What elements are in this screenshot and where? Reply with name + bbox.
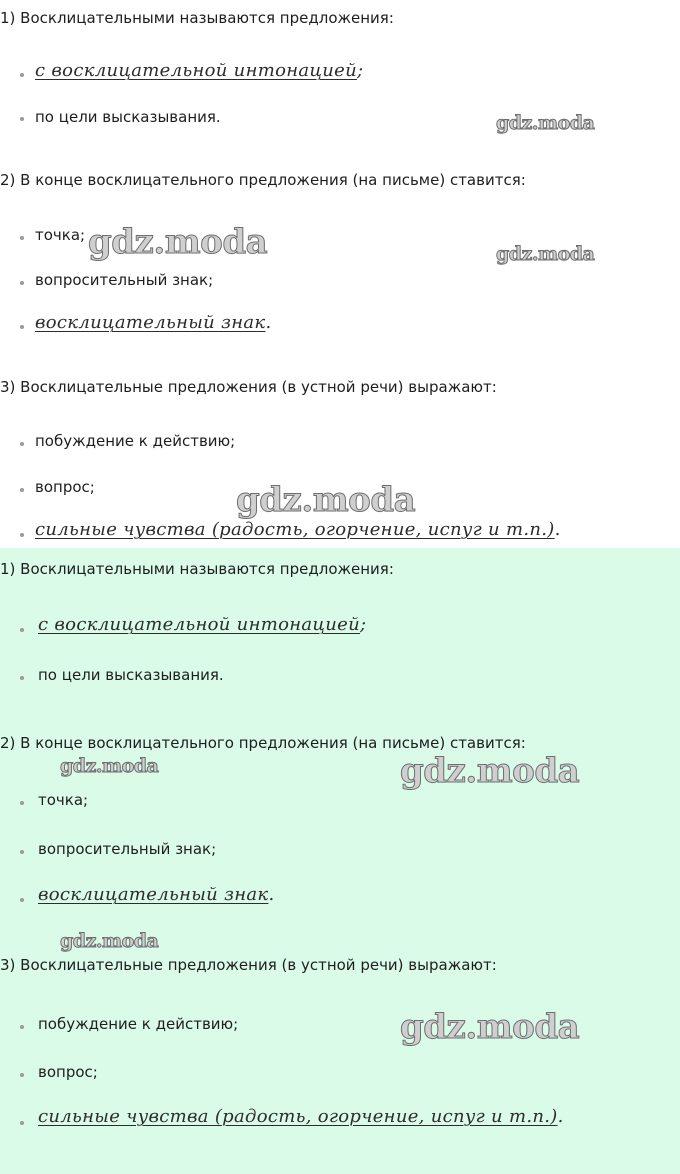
handwritten-answer: сильные чувства (радость, огорчение, испуг и т.п.). xyxy=(38,1106,564,1127)
bullet xyxy=(20,628,24,632)
watermark-logo: gdz.moda xyxy=(236,480,416,520)
question-2-text: 2) В конце восклицательного предложения (на письме) ставится: xyxy=(0,171,526,189)
question-1-text: 1) Восклицательными называются предложения: xyxy=(0,9,394,27)
watermark-logo: gdz.moda xyxy=(60,755,159,777)
bullet xyxy=(20,850,24,854)
option-text: по цели высказывания. xyxy=(35,108,221,126)
bullet xyxy=(20,676,24,680)
watermark-logo: gdz.moda xyxy=(496,112,595,134)
handwritten-answer: восклицательный знак. xyxy=(38,884,275,905)
handwritten-answer: сильные чувства (радость, огорчение, испуг и т.п.). xyxy=(35,519,561,540)
option-text: вопрос; xyxy=(35,478,95,496)
bullet xyxy=(20,117,24,121)
bullet xyxy=(20,1121,24,1125)
bullet xyxy=(20,898,24,902)
handwritten-answer: с восклицательной интонацией; xyxy=(35,60,364,81)
watermark-logo: gdz.moda xyxy=(400,1007,580,1047)
answer-panel-highlighted xyxy=(0,548,680,1174)
question-3-text: 3) Восклицательные предложения (в устной речи) выражают: xyxy=(0,378,497,396)
option-text: побуждение к действию; xyxy=(35,432,236,450)
handwritten-answer: восклицательный знак. xyxy=(35,312,272,333)
question-3-text: 3) Восклицательные предложения (в устной речи) выражают: xyxy=(0,956,497,974)
question-1-text: 1) Восклицательными называются предложения: xyxy=(0,560,394,578)
bullet xyxy=(20,73,24,77)
question-2-text: 2) В конце восклицательного предложения (на письме) ставится: xyxy=(0,734,526,752)
bullet xyxy=(20,236,24,240)
option-text: по цели высказывания. xyxy=(38,666,224,684)
bullet xyxy=(20,442,24,446)
option-text: точка; xyxy=(35,226,86,244)
watermark-logo: gdz.moda xyxy=(88,222,268,262)
option-text: вопрос; xyxy=(38,1063,98,1081)
bullet xyxy=(20,325,24,329)
bullet xyxy=(20,488,24,492)
bullet xyxy=(20,281,24,285)
watermark-logo: gdz.moda xyxy=(400,751,580,791)
bullet xyxy=(20,1025,24,1029)
bullet xyxy=(20,533,24,537)
option-text: вопросительный знак; xyxy=(35,271,214,289)
bullet xyxy=(20,1073,24,1077)
bullet xyxy=(20,801,24,805)
watermark-logo: gdz.moda xyxy=(60,930,159,952)
option-text: побуждение к действию; xyxy=(38,1015,239,1033)
option-text: точка; xyxy=(38,791,89,809)
handwritten-answer: с восклицательной интонацией; xyxy=(38,614,367,635)
watermark-logo: gdz.moda xyxy=(496,243,595,265)
option-text: вопросительный знак; xyxy=(38,840,217,858)
